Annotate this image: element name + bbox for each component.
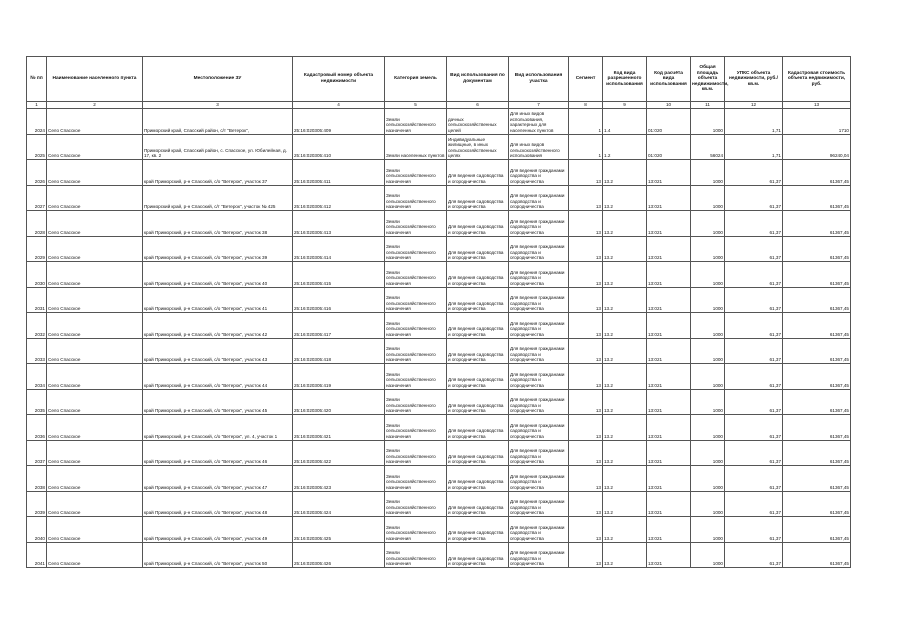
calc-code-cell: 13:021	[647, 517, 691, 543]
upks-value-cell: 61,37	[725, 389, 783, 415]
plot-location-cell: край Приморский, р-н Спасский, с/о "Ветерок", участок 40	[143, 262, 293, 288]
actual-use-cell: Для ведения гражданами садоводства и огородничества	[509, 364, 569, 390]
upks-value-cell: 61,37	[725, 364, 783, 390]
calc-code-cell: 13:021	[647, 440, 691, 466]
plot-location-cell: край Приморский, р-н Спасский, с/о "Ветерок", участок 39	[143, 236, 293, 262]
documented-use-cell: Для ведения садоводства и огородничества	[447, 542, 509, 568]
cadastral-value-cell: 61367,45	[783, 236, 851, 262]
actual-use-cell: Для ведения гражданами садоводства и огородничества	[509, 491, 569, 517]
col-number: 10	[647, 102, 691, 109]
plot-location-cell: край Приморский, р-н Спасский, с/о "Ветерок", участок 42	[143, 313, 293, 339]
col-header: Код расчёта вида использования	[647, 57, 691, 102]
actual-use-cell: Для ведения гражданами садоводства и огородничества	[509, 185, 569, 211]
area-cell: 1000	[691, 364, 725, 390]
actual-use-cell: Для ведения гражданами садоводства и огородничества	[509, 389, 569, 415]
row-number-cell: 2030	[27, 262, 47, 288]
calc-code-cell: 13:021	[647, 313, 691, 339]
settlement-name-cell: Село Спасское	[47, 262, 143, 288]
plot-location-cell: край Приморский, р-н Спасский, с/о "Ветерок", участок 43	[143, 338, 293, 364]
col-header: № пп	[27, 57, 47, 102]
cadastral-number-cell: 25:16:020305:414	[293, 236, 385, 262]
calc-code-cell: 13:021	[647, 287, 691, 313]
col-number: 5	[385, 102, 447, 109]
cadastral-number-cell: 25:16:020305:417	[293, 313, 385, 339]
col-number: 13	[783, 102, 851, 109]
settlement-name-cell: Село Спасское	[47, 313, 143, 339]
upks-value-cell: 1,71	[725, 109, 783, 135]
use-code-cell: 13.2	[603, 287, 647, 313]
col-header: Вид использования участка	[509, 57, 569, 102]
table-row	[27, 262, 851, 288]
use-code-cell: 13.2	[603, 364, 647, 390]
settlement-name-cell: Село Спасское	[47, 134, 143, 160]
col-number: 7	[509, 102, 569, 109]
land-category-cell: Земли сельскохозяйственного назначения	[385, 440, 447, 466]
segment-cell: 1	[569, 134, 603, 160]
col-header: УПКС объекта недвижимости, руб./кв.м.	[725, 57, 783, 102]
land-category-cell: Земли сельскохозяйственного назначения	[385, 364, 447, 390]
calc-code-cell: 13:021	[647, 262, 691, 288]
documented-use-cell: Для ведения садоводства и огородничества	[447, 491, 509, 517]
area-cell: 1000	[691, 491, 725, 517]
cadastral-value-cell: 61367,45	[783, 466, 851, 492]
actual-use-cell: Для иных видов сельскохозяйственного использования	[509, 134, 569, 160]
plot-location-cell: край Приморский, р-н Спасский, с/о "Ветерок", участок 44	[143, 364, 293, 390]
calc-code-cell: 13:021	[647, 491, 691, 517]
documented-use-cell: Для ведения садоводства и огородничества	[447, 313, 509, 339]
area-cell: 1000	[691, 389, 725, 415]
row-number-cell: 2033	[27, 338, 47, 364]
use-code-cell: 13.2	[603, 517, 647, 543]
plot-location-cell: край Приморский, р-н Спасский, с/о "Ветерок", участок 49	[143, 517, 293, 543]
cadastral-number-cell: 25:16:020305:418	[293, 338, 385, 364]
area-cell: 1000	[691, 185, 725, 211]
calc-code-cell: 13:021	[647, 389, 691, 415]
table-row	[27, 313, 851, 339]
area-cell: 1000	[691, 415, 725, 441]
row-number-cell: 2039	[27, 491, 47, 517]
segment-cell: 13	[569, 364, 603, 390]
land-category-cell: Земли сельскохозяйственного назначения	[385, 236, 447, 262]
table-row	[27, 364, 851, 390]
use-code-cell: 13.2	[603, 338, 647, 364]
col-header: Вид использования по документам	[447, 57, 509, 102]
table-row	[27, 160, 851, 186]
area-cell: 1000	[691, 262, 725, 288]
documented-use-cell: дачных сельскохозяйственных целей	[447, 109, 509, 135]
area-cell: 1000	[691, 109, 725, 135]
land-category-cell: Земли сельскохозяйственного назначения	[385, 313, 447, 339]
land-category-cell: Земли сельскохозяйственного назначения	[385, 466, 447, 492]
cadastral-value-cell: 61367,45	[783, 262, 851, 288]
area-cell: 1000	[691, 517, 725, 543]
row-number-cell: 2032	[27, 313, 47, 339]
upks-value-cell: 61,37	[725, 313, 783, 339]
land-category-cell: Земли сельскохозяйственного назначения	[385, 211, 447, 237]
calc-code-cell: 13:021	[647, 236, 691, 262]
table-row	[27, 389, 851, 415]
calc-code-cell: 01:020	[647, 134, 691, 160]
area-cell: 1000	[691, 313, 725, 339]
actual-use-cell: Для ведения гражданами садоводства и огородничества	[509, 542, 569, 568]
cadastral-value-cell: 61367,45	[783, 440, 851, 466]
cadastral-value-cell: 1710	[783, 109, 851, 135]
use-code-cell: 13.2	[603, 185, 647, 211]
col-header: Сегмент	[569, 57, 603, 102]
cadastral-value-cell: 61367,45	[783, 338, 851, 364]
plot-location-cell: край Приморский, р-н Спасский, с/о "Ветерок", ул. 4, участок 1	[143, 415, 293, 441]
upks-value-cell: 61,37	[725, 236, 783, 262]
settlement-name-cell: Село Спасское	[47, 287, 143, 313]
plot-location-cell: край Приморский, р-н Спасский, с/о "Ветерок", участок 48	[143, 491, 293, 517]
cadastral-value-cell: 61367,45	[783, 491, 851, 517]
land-category-cell: Земли сельскохозяйственного назначения	[385, 542, 447, 568]
upks-value-cell: 61,37	[725, 287, 783, 313]
documented-use-cell: Для ведения садоводства и огородничества	[447, 185, 509, 211]
cadastral-number-cell: 25:16:020305:424	[293, 491, 385, 517]
upks-value-cell: 61,37	[725, 338, 783, 364]
cadastral-value-table	[26, 56, 851, 568]
cadastral-number-cell: 25:16:020305:421	[293, 415, 385, 441]
area-cell: 1000	[691, 542, 725, 568]
table-row	[27, 415, 851, 441]
row-number-cell: 2029	[27, 236, 47, 262]
upks-value-cell: 61,37	[725, 466, 783, 492]
row-number-cell: 2028	[27, 211, 47, 237]
land-category-cell: Земли сельскохозяйственного назначения	[385, 517, 447, 543]
cadastral-number-cell: 25:16:020305:413	[293, 211, 385, 237]
settlement-name-cell: Село Спасское	[47, 185, 143, 211]
documented-use-cell: Для ведения садоводства и огородничества	[447, 262, 509, 288]
segment-cell: 13	[569, 415, 603, 441]
actual-use-cell: Для ведения гражданами садоводства и огородничества	[509, 466, 569, 492]
actual-use-cell: Для ведения гражданами садоводства и огородничества	[509, 262, 569, 288]
cadastral-table-sheet	[26, 56, 850, 568]
calc-code-cell: 13:021	[647, 160, 691, 186]
calc-code-cell: 13:021	[647, 415, 691, 441]
documented-use-cell: Для ведения садоводства и огородничества	[447, 440, 509, 466]
row-number-cell: 2034	[27, 364, 47, 390]
row-number-cell: 2041	[27, 542, 47, 568]
col-number: 8	[569, 102, 603, 109]
area-cell: 1000	[691, 236, 725, 262]
col-header: Код вида разрешенного использования	[603, 57, 647, 102]
cadastral-value-cell: 61367,45	[783, 211, 851, 237]
actual-use-cell: Для иных видов использования, характерных для населенных пунктов	[509, 109, 569, 135]
documented-use-cell: Для ведения садоводства и огородничества	[447, 160, 509, 186]
use-code-cell: 13.2	[603, 491, 647, 517]
use-code-cell: 13.2	[603, 542, 647, 568]
area-cell: 1000	[691, 338, 725, 364]
actual-use-cell: Для ведения гражданами садоводства и огородничества	[509, 211, 569, 237]
use-code-cell: 13.2	[603, 211, 647, 237]
segment-cell: 13	[569, 491, 603, 517]
col-header: Наименование населенного пункта	[47, 57, 143, 102]
table-row	[27, 466, 851, 492]
row-number-cell: 2027	[27, 185, 47, 211]
settlement-name-cell: Село Спасское	[47, 491, 143, 517]
cadastral-number-cell: 25:16:020305:422	[293, 440, 385, 466]
actual-use-cell: Для ведения гражданами садоводства и огородничества	[509, 517, 569, 543]
documented-use-cell: Для ведения садоводства и огородничества	[447, 364, 509, 390]
col-number: 9	[603, 102, 647, 109]
upks-value-cell: 61,37	[725, 491, 783, 517]
settlement-name-cell: Село Спасское	[47, 440, 143, 466]
segment-cell: 13	[569, 440, 603, 466]
row-number-cell: 2038	[27, 466, 47, 492]
calc-code-cell: 13:021	[647, 364, 691, 390]
upks-value-cell: 61,37	[725, 160, 783, 186]
upks-value-cell: 1,71	[725, 134, 783, 160]
col-number: 4	[293, 102, 385, 109]
documented-use-cell: Для ведения садоводства и огородничества	[447, 415, 509, 441]
column-number-row	[27, 102, 851, 109]
table-row	[27, 338, 851, 364]
actual-use-cell: Для ведения гражданами садоводства и огородничества	[509, 415, 569, 441]
col-header: Категория земель	[385, 57, 447, 102]
segment-cell: 13	[569, 262, 603, 288]
cadastral-number-cell: 25:16:020305:416	[293, 287, 385, 313]
land-category-cell: Земли сельскохозяйственного назначения	[385, 185, 447, 211]
row-number-cell: 2026	[27, 160, 47, 186]
upks-value-cell: 61,37	[725, 440, 783, 466]
plot-location-cell: край Приморский, р-н Спасский, с/о "Ветерок", участок 50	[143, 542, 293, 568]
plot-location-cell: край Приморский, р-н Спасский, с/о "Ветерок", участок 45	[143, 389, 293, 415]
land-category-cell: Земли сельскохозяйственного назначения	[385, 389, 447, 415]
cadastral-number-cell: 25:16:020305:420	[293, 389, 385, 415]
table-row	[27, 134, 851, 160]
cadastral-value-cell: 61367,45	[783, 287, 851, 313]
segment-cell: 13	[569, 466, 603, 492]
cadastral-number-cell: 25:16:020305:425	[293, 517, 385, 543]
area-cell: 1000	[691, 466, 725, 492]
cadastral-number-cell: 25:16:020305:426	[293, 542, 385, 568]
col-header: Кадастровый номер объекта недвижимости	[293, 57, 385, 102]
documented-use-cell: Для ведения садоводства и огородничества	[447, 389, 509, 415]
cadastral-number-cell: 25:16:020305:410	[293, 134, 385, 160]
plot-location-cell: край Приморский, р-н Спасский, с/о "Ветерок", участок 47	[143, 466, 293, 492]
land-category-cell: Земли населенных пунктов	[385, 134, 447, 160]
settlement-name-cell: Село Спасское	[47, 236, 143, 262]
col-number: 12	[725, 102, 783, 109]
actual-use-cell: Для ведения гражданами садоводства и огородничества	[509, 236, 569, 262]
use-code-cell: 1.2	[603, 134, 647, 160]
col-number: 6	[447, 102, 509, 109]
cadastral-number-cell: 25:16:020305:423	[293, 466, 385, 492]
cadastral-number-cell: 25:16:020305:411	[293, 160, 385, 186]
use-code-cell: 13.2	[603, 160, 647, 186]
row-number-cell: 2036	[27, 415, 47, 441]
settlement-name-cell: Село Спасское	[47, 415, 143, 441]
segment-cell: 13	[569, 542, 603, 568]
table-row	[27, 211, 851, 237]
cadastral-value-cell: 61367,45	[783, 313, 851, 339]
table-row	[27, 542, 851, 568]
documented-use-cell: Для ведения садоводства и огородничества	[447, 517, 509, 543]
land-category-cell: Земли сельскохозяйственного назначения	[385, 338, 447, 364]
plot-location-cell: край Приморский, р-н Спасский, с/о "Ветерок", участок 37	[143, 160, 293, 186]
col-number: 3	[143, 102, 293, 109]
cadastral-value-cell: 61367,45	[783, 364, 851, 390]
area-cell: 56024	[691, 134, 725, 160]
segment-cell: 1	[569, 109, 603, 135]
col-number: 11	[691, 102, 725, 109]
table-row	[27, 109, 851, 135]
calc-code-cell: 13:021	[647, 542, 691, 568]
settlement-name-cell: Село Спасское	[47, 211, 143, 237]
header-row	[27, 57, 851, 102]
actual-use-cell: Для ведения гражданами садоводства и огородничества	[509, 338, 569, 364]
cadastral-value-cell: 96240,04	[783, 134, 851, 160]
plot-location-cell: Приморский край, р-н Спасский, с/т "Ветерок", участок № 425	[143, 185, 293, 211]
cadastral-value-cell: 61367,45	[783, 389, 851, 415]
actual-use-cell: Для ведения гражданами садоводства и огородничества	[509, 313, 569, 339]
plot-location-cell: край Приморский, р-н Спасский, с/о "Ветерок", участок 38	[143, 211, 293, 237]
table-row	[27, 517, 851, 543]
documented-use-cell: Для ведения садоводства и огородничества	[447, 287, 509, 313]
row-number-cell: 2024	[27, 109, 47, 135]
documented-use-cell: Для ведения садоводства и огородничества	[447, 466, 509, 492]
upks-value-cell: 61,37	[725, 185, 783, 211]
cadastral-value-cell: 61367,45	[783, 542, 851, 568]
segment-cell: 13	[569, 313, 603, 339]
documented-use-cell: Для ведения садоводства и огородничества	[447, 236, 509, 262]
segment-cell: 13	[569, 236, 603, 262]
col-number: 1	[27, 102, 47, 109]
documented-use-cell: Для ведения садоводства и огородничества	[447, 338, 509, 364]
upks-value-cell: 61,37	[725, 517, 783, 543]
land-category-cell: Земли сельскохозяйственного назначения	[385, 491, 447, 517]
documented-use-cell: Для ведения садоводства и огородничества	[447, 211, 509, 237]
row-number-cell: 2037	[27, 440, 47, 466]
calc-code-cell: 13:021	[647, 466, 691, 492]
cadastral-number-cell: 25:16:020305:412	[293, 185, 385, 211]
row-number-cell: 2031	[27, 287, 47, 313]
cadastral-value-cell: 61367,45	[783, 160, 851, 186]
cadastral-value-cell: 61367,45	[783, 415, 851, 441]
table-row	[27, 236, 851, 262]
calc-code-cell: 01:020	[647, 109, 691, 135]
use-code-cell: 13.2	[603, 262, 647, 288]
documented-use-cell: Индивидуальные жилищные, в иных сельскохозяйственных целях	[447, 134, 509, 160]
cadastral-number-cell: 25:16:020305:409	[293, 109, 385, 135]
area-cell: 1000	[691, 160, 725, 186]
row-number-cell: 2025	[27, 134, 47, 160]
upks-value-cell: 61,37	[725, 542, 783, 568]
land-category-cell: Земли сельскохозяйственного назначения	[385, 262, 447, 288]
row-number-cell: 2040	[27, 517, 47, 543]
plot-location-cell: Приморский край, Спасский район, с/т "Ветерок",	[143, 109, 293, 135]
land-category-cell: Земли сельскохозяйственного назначения	[385, 287, 447, 313]
segment-cell: 13	[569, 287, 603, 313]
table-row	[27, 185, 851, 211]
plot-location-cell: край Приморский, р-н Спасский, с/о "Ветерок", участок 46	[143, 440, 293, 466]
settlement-name-cell: Село Спасское	[47, 517, 143, 543]
table-row	[27, 287, 851, 313]
use-code-cell: 13.2	[603, 389, 647, 415]
calc-code-cell: 13:021	[647, 211, 691, 237]
table-row	[27, 440, 851, 466]
cadastral-value-cell: 61367,45	[783, 185, 851, 211]
land-category-cell: Земли сельскохозяйственного назначения	[385, 109, 447, 135]
settlement-name-cell: Село Спасское	[47, 542, 143, 568]
actual-use-cell: Для ведения гражданами садоводства и огородничества	[509, 160, 569, 186]
upks-value-cell: 61,37	[725, 262, 783, 288]
calc-code-cell: 13:021	[647, 185, 691, 211]
segment-cell: 13	[569, 160, 603, 186]
area-cell: 1000	[691, 287, 725, 313]
col-header: Общая площадь объекта недвижимости, кв.м.	[691, 57, 725, 102]
segment-cell: 13	[569, 211, 603, 237]
row-number-cell: 2035	[27, 389, 47, 415]
col-header: Местоположение ЗУ	[143, 57, 293, 102]
land-category-cell: Земли сельскохозяйственного назначения	[385, 160, 447, 186]
actual-use-cell: Для ведения гражданами садоводства и огородничества	[509, 287, 569, 313]
upks-value-cell: 61,37	[725, 211, 783, 237]
use-code-cell: 1.4	[603, 109, 647, 135]
cadastral-number-cell: 25:16:020305:419	[293, 364, 385, 390]
use-code-cell: 13.2	[603, 466, 647, 492]
land-category-cell: Земли сельскохозяйственного назначения	[385, 415, 447, 441]
calc-code-cell: 13:021	[647, 338, 691, 364]
area-cell: 1000	[691, 440, 725, 466]
use-code-cell: 13.2	[603, 313, 647, 339]
settlement-name-cell: Село Спасское	[47, 160, 143, 186]
use-code-cell: 13.2	[603, 440, 647, 466]
table-row	[27, 491, 851, 517]
plot-location-cell: край Приморский, р-н Спасский, с/о "Ветерок", участок 41	[143, 287, 293, 313]
settlement-name-cell: Село Спасское	[47, 338, 143, 364]
cadastral-value-cell: 61367,45	[783, 517, 851, 543]
plot-location-cell: Приморский край, Спасский район, с. Спасское, ул. Юбилейная, д. 17, кв. 2	[143, 134, 293, 160]
col-header: Кадастровая стоимость объекта недвижимости, руб.	[783, 57, 851, 102]
actual-use-cell: Для ведения гражданами садоводства и огородничества	[509, 440, 569, 466]
segment-cell: 13	[569, 338, 603, 364]
segment-cell: 13	[569, 389, 603, 415]
settlement-name-cell: Село Спасское	[47, 466, 143, 492]
segment-cell: 13	[569, 185, 603, 211]
cadastral-number-cell: 25:16:020305:415	[293, 262, 385, 288]
settlement-name-cell: Село Спасское	[47, 109, 143, 135]
settlement-name-cell: Село Спасское	[47, 389, 143, 415]
col-number: 2	[47, 102, 143, 109]
upks-value-cell: 61,37	[725, 415, 783, 441]
segment-cell: 13	[569, 517, 603, 543]
settlement-name-cell: Село Спасское	[47, 364, 143, 390]
use-code-cell: 13.2	[603, 236, 647, 262]
use-code-cell: 13.2	[603, 415, 647, 441]
area-cell: 1000	[691, 211, 725, 237]
